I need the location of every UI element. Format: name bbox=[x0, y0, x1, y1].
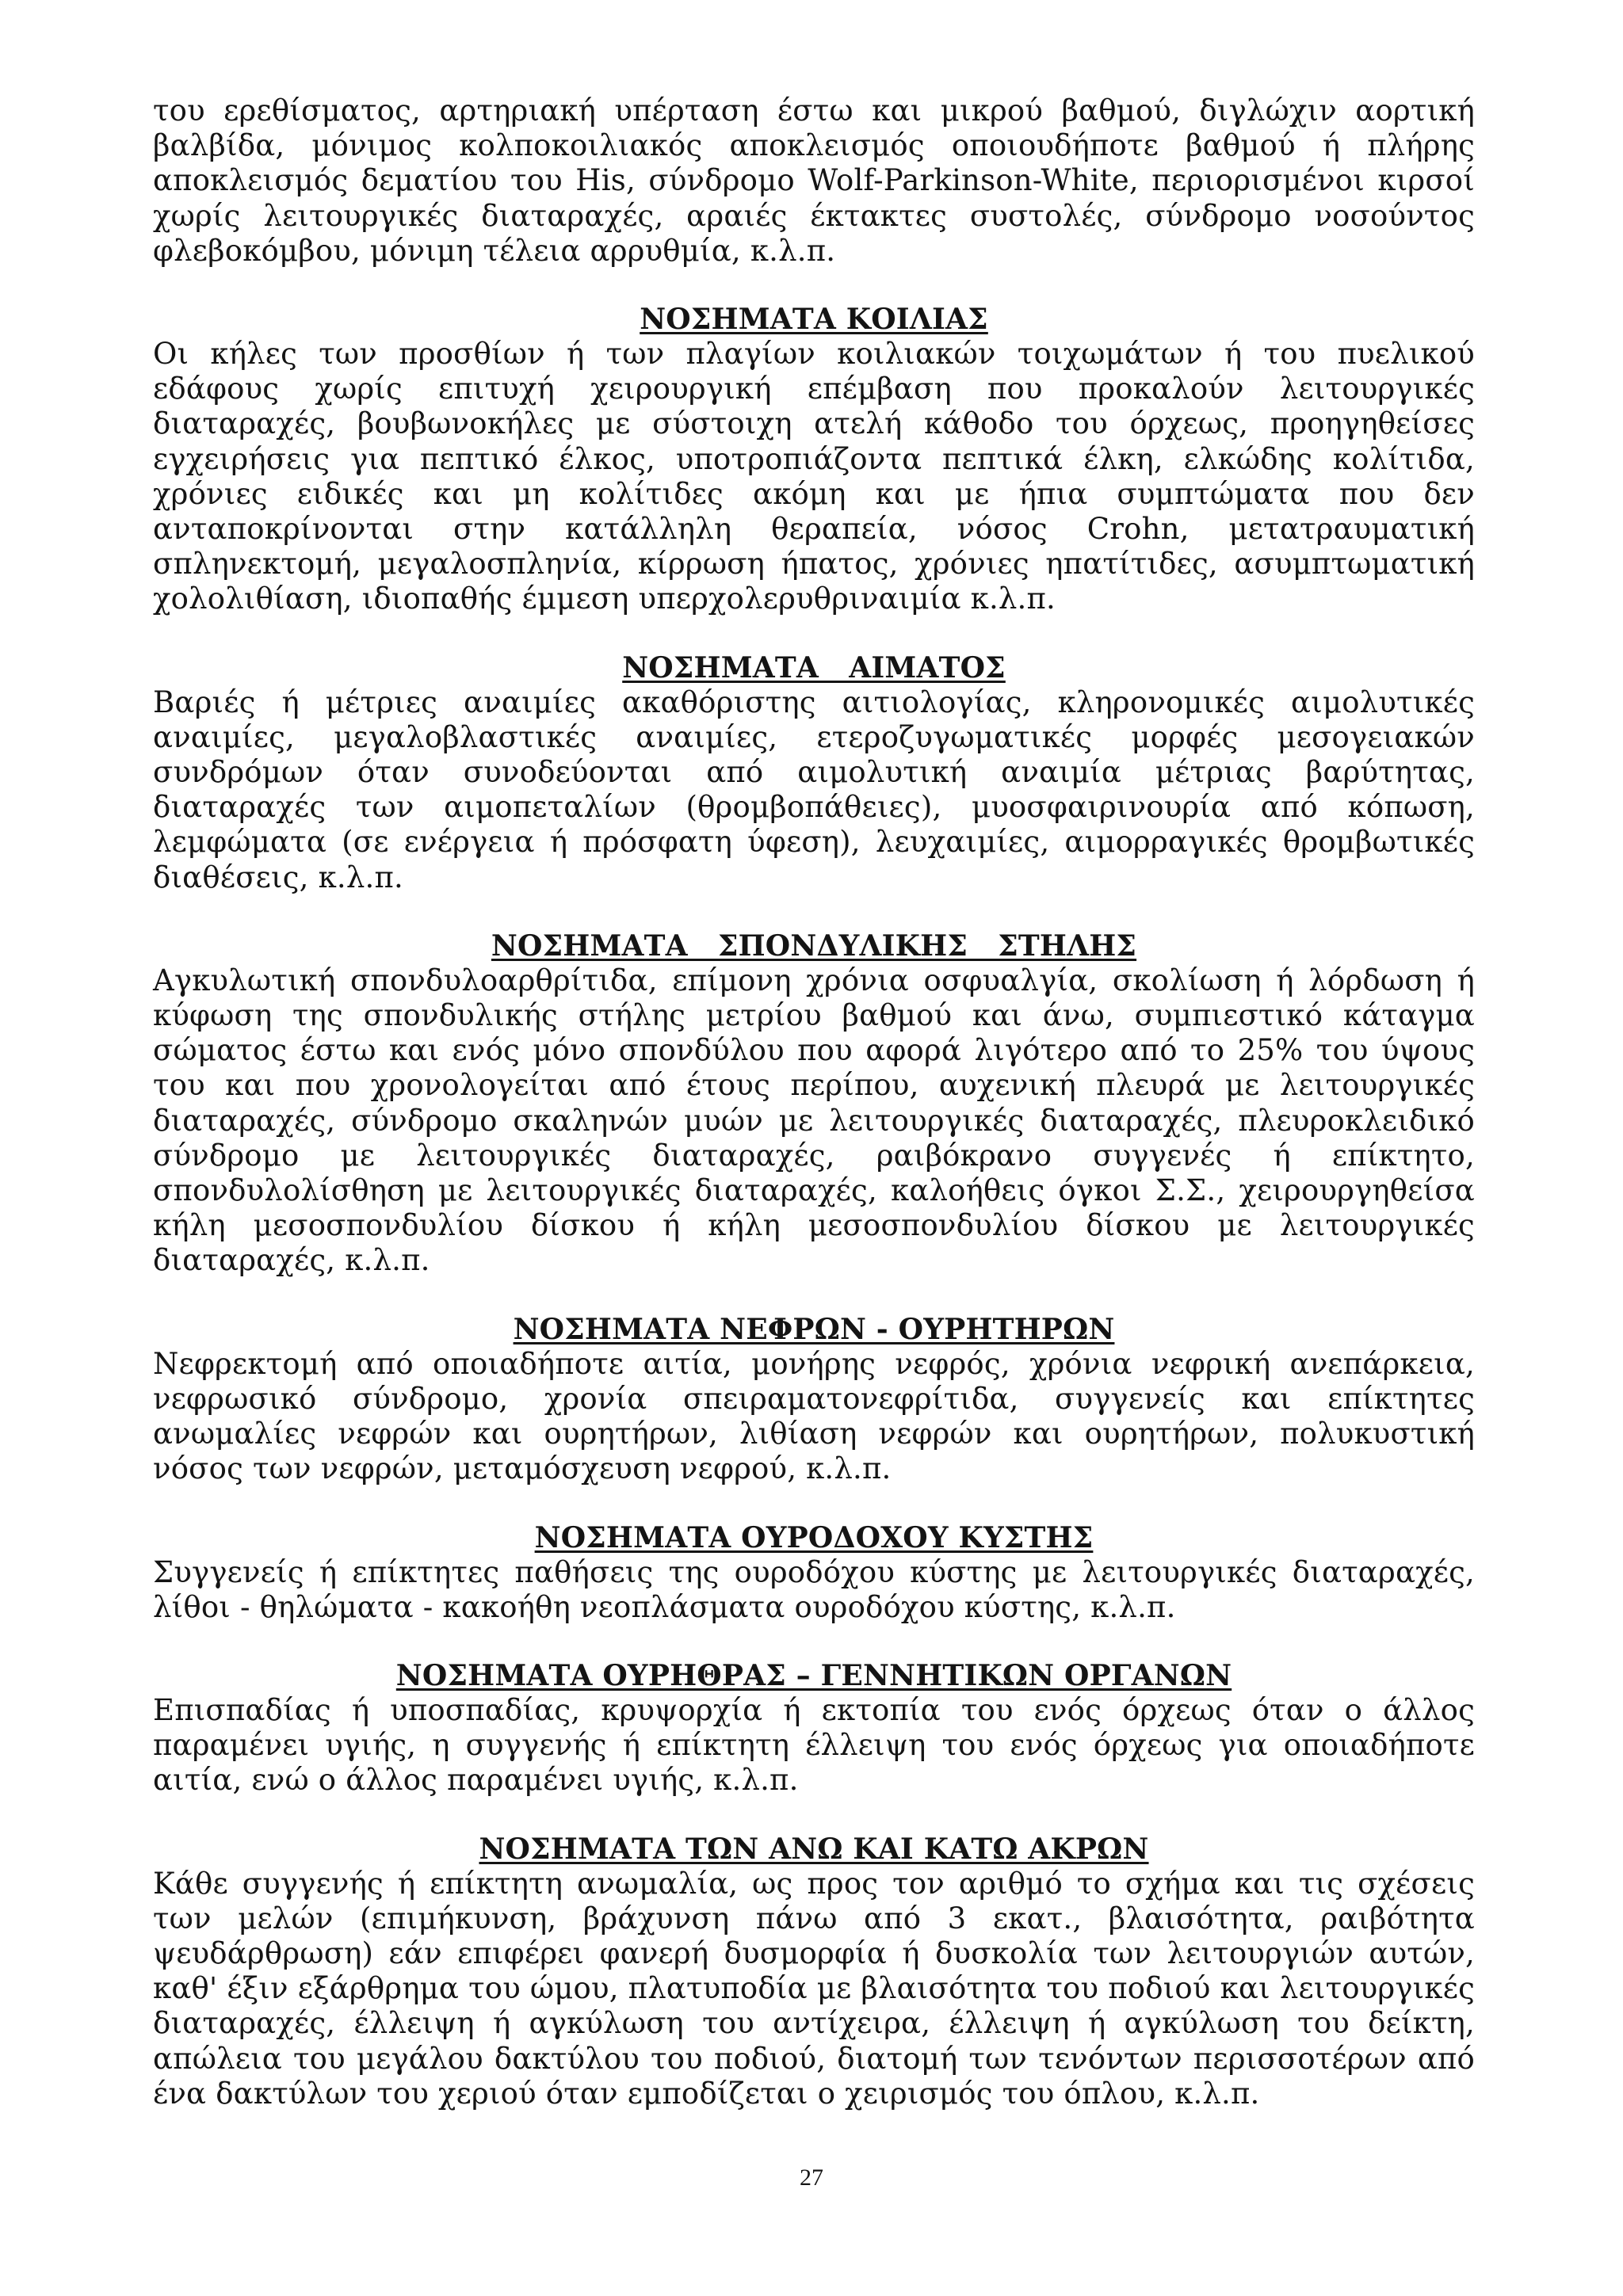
section-heading: ΝΟΣΗΜΑΤΑ ΝΕΦΡΩΝ - ΟΥΡΗΤΗΡΩΝ bbox=[513, 1312, 1115, 1346]
section-text: Οι κήλες των προσθίων ή των πλαγίων κοιλιακών τοιχωμάτων ή του πυελικού εδάφους χωρίς επιτυχή χειρουργική επέμβαση που προκαλούν λειτουργικές διαταραχές, βουβωνοκήλες με σύστοιχη ατελή κάθοδο του όρχεως, προηγηθείσες εγχειρήσεις για πεπτικό έλκος, υποτροπιάζοντα πεπτικά έλκη, ελκώδης κολίτιδα, χρόνιες ειδικές και μη κολίτιδες ακόμη και με ήπια συμπτώματα που δεν ανταποκρίνονται στην κατάλληλη θεραπεία, νόσος Crohn, μετατραυματική σπληνεκτομή, μεγαλοσπληνία, κίρρωση ήπατος, χρόνιες ηπατίτιδες, ασυμπτωματική χολολιθίαση, ιδιοπαθής έμμεση υπερχολερυθριναιμία κ.λ.π. bbox=[153, 337, 1475, 616]
section-heading: ΝΟΣΗΜΑΤΑ ΟΥΡΗΘΡΑΣ – ΓΕΝΝΗΤΙΚΩΝ ΟΡΓΑΝΩΝ bbox=[395, 1658, 1232, 1692]
document-page bbox=[153, 93, 1475, 2111]
section-heading: ΝΟΣΗΜΑΤΑ ΑΙΜΑΤΟΣ bbox=[622, 650, 1006, 685]
section-text: Επισπαδίας ή υποσπαδίας, κρυψορχία ή εκτοπία του ενός όρχεως όταν ο άλλος παραμένει υγιής, η συγγενής ή επίκτητη έλλειψη του ενός όρχεως για οποιαδήποτε αιτία, ενώ ο άλλος παραμένει υγιής, κ.λ.π. bbox=[153, 1692, 1475, 1798]
section-limbs bbox=[153, 1832, 1475, 2111]
section-bladder bbox=[153, 1520, 1475, 1625]
section-text: Αγκυλωτική σπονδυλοαρθρίτιδα, επίμονη χρόνια οσφυαλγία, σκολίωση ή λόρδωση ή κύφωση της σπονδυλικής στήλης μετρίου βαθμού και άνω, συμπιεστικό κάταγμα σώματος έστω και ενός μόνο σπονδύλου που αφορά λιγότερο από το 25% του ύψους του και που χρονολογείται από έτους περίπου, αυχενική πλευρά με λειτουργικές διαταραχές, σύνδρομο σκαληνών μυών με λειτουργικές διαταραχές, πλευροκλειδικό σύνδρομο με λειτουργικές διαταραχές, ραιβόκρανο συγγενές ή επίκτητο, σπονδυλολίσθηση με λειτουργικές διαταραχές, καλοήθεις όγκοι Σ.Σ., χειρουργηθείσα κήλη μεσοσπονδυλίου δίσκου ή κήλη μεσοσπονδυλίου δίσκου με λειτουργικές διαταραχές, κ.λ.π. bbox=[153, 963, 1475, 1278]
section-text: Νεφρεκτομή από οποιαδήποτε αιτία, μονήρης νεφρός, χρόνια νεφρική ανεπάρκεια, νεφρωσικό σύνδρομο, χρονία σπειραματονεφρίτιδα, συγγενείς και επίκτητες ανωμαλίες νεφρών και ουρητήρων, λιθίαση νεφρών και ουρητήρων, πολυκυστική νόσος των νεφρών, μεταμόσχευση νεφρού, κ.λ.π. bbox=[153, 1346, 1475, 1486]
section-blood bbox=[153, 650, 1475, 895]
section-text: Συγγενείς ή επίκτητες παθήσεις της ουροδόχου κύστης με λειτουργικές διαταραχές, λίθοι - θηλώματα - κακοήθη νεοπλάσματα ουροδόχου κύστης, κ.λ.π. bbox=[153, 1554, 1475, 1624]
page-number: 27 bbox=[800, 2164, 823, 2191]
section-heading: ΝΟΣΗΜΑΤΑ ΚΟΙΛΙΑΣ bbox=[640, 303, 988, 337]
section-heading: ΝΟΣΗΜΑΤΑ ΤΩΝ ΑΝΩ ΚΑΙ ΚΑΤΩ ΑΚΡΩΝ bbox=[479, 1832, 1149, 1866]
section-urethra-genitals bbox=[153, 1658, 1475, 1798]
section-abdomen bbox=[153, 302, 1475, 617]
intro-paragraph: του ερεθίσματος, αρτηριακή υπέρταση έστω και μικρού βαθμού, διγλώχιν αορτική βαλβίδα, μόνιμος κολποκοιλιακός αποκλεισμός οποιουδήποτε βαθμού ή πλήρης αποκλεισμός δεματίου του His, σύνδρομο Wolf-Parkinson-White, περιορισμένοι κιρσοί χωρίς λειτουργικές διαταραχές, αραιές έκτακτες συστολές, σύνδρομο νοσούντος φλεβοκόμβου, μόνιμη τέλεια αρρυθμία, κ.λ.π. bbox=[153, 93, 1475, 268]
section-heading: ΝΟΣΗΜΑΤΑ ΣΠΟΝΔΥΛΙΚΗΣ ΣΤΗΛΗΣ bbox=[491, 929, 1137, 963]
section-text: Βαριές ή μέτριες αναιμίες ακαθόριστης αιτιολογίας, κληρονομικές αιμολυτικές αναιμίες, μεγαλοβλαστικές αναιμίες, ετεροζυγωματικές μορφές μεσογειακών συνδρόμων όταν συνοδεύονται από αιμολυτική αναιμία μέτριας βαρύτητας, διαταραχές των αιμοπεταλίων (θρομβοπάθειες), μυοσφαιρινουρία από κόπωση, λεμφώματα (σε ενέργεια ή πρόσφατη ύφεση), λευχαιμίες, αιμορραγικές θρομβωτικές διαθέσεις, κ.λ.π. bbox=[153, 685, 1475, 894]
section-kidneys bbox=[153, 1312, 1475, 1487]
section-spine bbox=[153, 929, 1475, 1279]
section-text: Κάθε συγγενής ή επίκτητη ανωμαλία, ως προς τον αριθμό το σχήμα και τις σχέσεις των μελών (επιμήκυνση, βράχυνση πάνω από 3 εκατ., βλαισότητα, ραιβότητα ψευδάρθρωση) εάν επιφέρει φανερή δυσμορφία ή δυσκολία των λειτουργιών αυτών, καθ' έξιν εξάρθρημα του ώμου, πλατυποδία με βλαισότητα του ποδιού και λειτουργικές διαταραχές, έλλειψη ή αγκύλωση του αντίχειρα, έλλειψη ή αγκύλωση του δείκτη, απώλεια του μεγάλου δακτύλου του ποδιού, διατομή των τενόντων περισσοτέρων από ένα δακτύλων του χεριού όταν εμποδίζεται ο χειρισμός του όπλου, κ.λ.π. bbox=[153, 1866, 1475, 2111]
section-heading: ΝΟΣΗΜΑΤΑ ΟΥΡΟΔΟΧΟΥ ΚΥΣΤΗΣ bbox=[534, 1520, 1094, 1554]
